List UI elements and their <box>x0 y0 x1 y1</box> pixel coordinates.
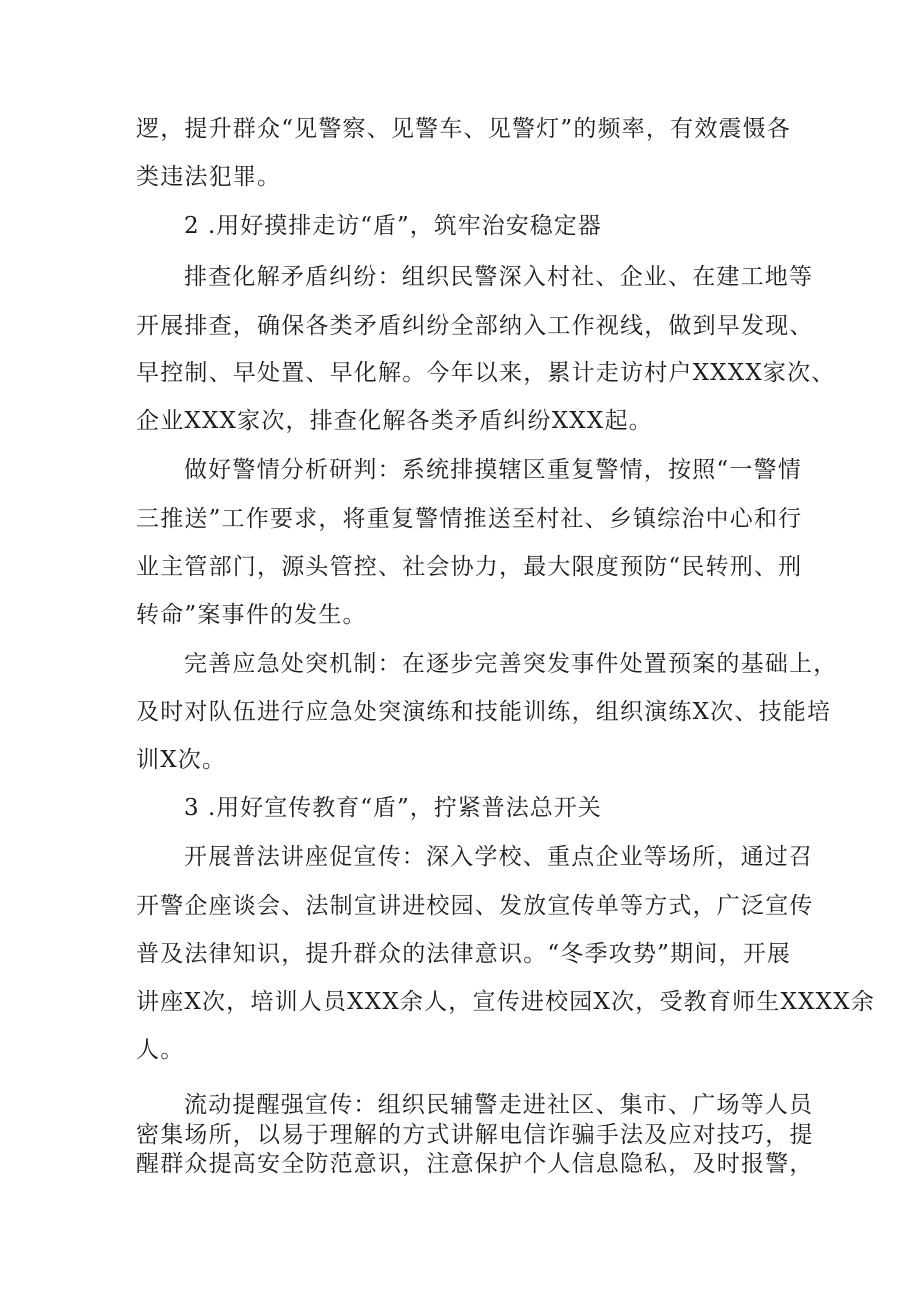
paragraph-line: 做好警情分析研判：系统排摸辖区重复警情，按照“一警情 <box>184 457 802 483</box>
paragraph-line: 训X次。 <box>136 747 227 773</box>
paragraph-line: 逻，提升群众“见警察、见警车、见警灯”的频率，有效震慑各 <box>136 116 792 142</box>
paragraph-line: 业主管部门，源头管控、社会协力，最大限度预防“民转刑、刑 <box>136 554 803 580</box>
paragraph-line: 早控制、早处置、早化解。今年以来，累计走访村户XXXX家次、 <box>136 360 836 386</box>
paragraph-line: 开展普法讲座促宣传：深入学校、重点企业等场所，通过召 <box>184 844 814 870</box>
paragraph-line: 密集场所，以易于理解的方式讲解电信诈骗手法及应对技巧，提 <box>136 1122 814 1148</box>
paragraph-line: 流动提醒强宣传：组织民辅警走进社区、集市、广场等人员 <box>184 1092 814 1118</box>
paragraph-line: 类违法犯罪。 <box>136 164 282 190</box>
paragraph-line: 转命”案事件的发生。 <box>136 602 367 628</box>
paragraph-line: 排查化解矛盾纠纷：组织民警深入村社、企业、在建工地等 <box>184 264 814 290</box>
paragraph-line: 醒群众提高安全防范意识，注意保护个人信息隐私，及时报警， <box>136 1151 814 1177</box>
paragraph-line: 人。 <box>136 1037 185 1063</box>
paragraph-line: 完善应急处突机制：在逐步完善突发事件处置预案的基础上， <box>184 651 838 677</box>
paragraph-line: 讲座X次，培训人员XXX余人，宣传进校园X次，受教育师生XXXX余 <box>136 989 875 1015</box>
paragraph-line: 及时对队伍进行应急处突演练和技能训练，组织演练X次、技能培 <box>136 699 832 725</box>
paragraph-line: 普及法律知识，提升群众的法律意识。“冬季攻势”期间，开展 <box>136 941 792 967</box>
section-heading-3: 3 .用好宣传教育“盾”，拧紧普法总开关 <box>184 795 602 821</box>
paragraph-line: 三推送”工作要求，将重复警情推送至村社、乡镇综治中心和行 <box>136 506 803 532</box>
paragraph-line: 开展排查，确保各类矛盾纠纷全部纳入工作视线，做到早发现、 <box>136 313 814 339</box>
paragraph-line: 企业XXX家次，排查化解各类矛盾纠纷XXX起。 <box>136 408 653 434</box>
section-heading-2: 2 .用好摸排走访“盾”，筑牢治安稳定器 <box>184 213 602 239</box>
paragraph-line: 开警企座谈会、法制宣讲进校园、发放宣传单等方式，广泛宣传 <box>136 893 814 919</box>
